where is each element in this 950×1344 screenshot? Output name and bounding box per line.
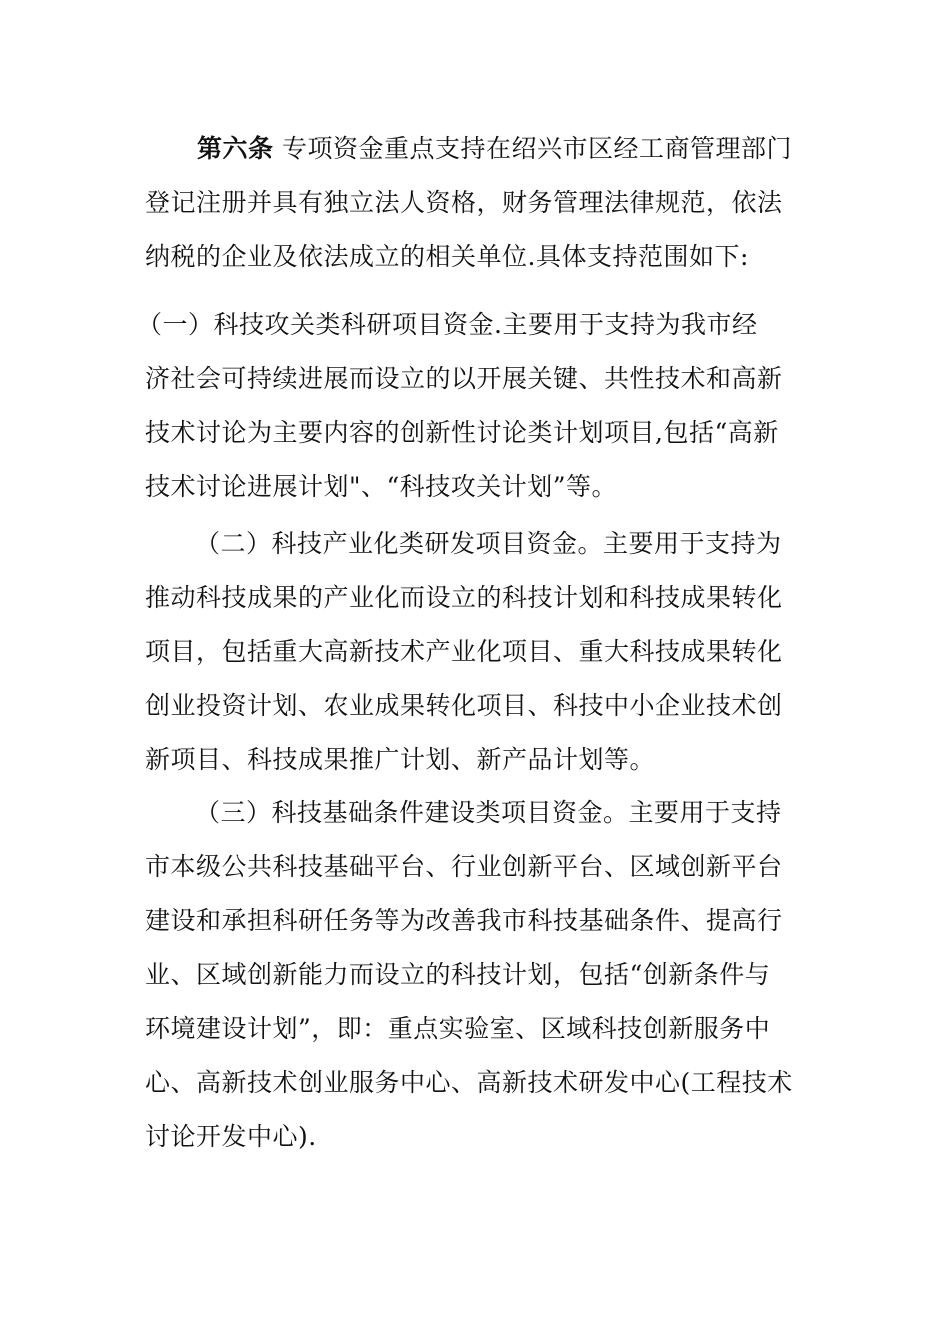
item-one-paragraph [137,298,805,514]
paragraph-line: （三）科技基础条件建设类项目资金。主要用于支持 [195,798,782,827]
item-three-paragraph [145,786,805,1164]
paragraph-line: 济社会可持续进展而设立的以开展关键、共性技术和高新 [145,364,783,393]
paragraph-line: （一）科技攻关类科研项目资金.主要用于支持为我市经 [137,310,758,339]
paragraph-line: 心、高新技术创业服务中心、高新技术研发中心(工程技术 [145,1068,793,1097]
paragraph-line: 纳税的企业及依法成立的相关单位.具体支持范围如下: [145,242,749,271]
article-six-paragraph [145,122,805,284]
paragraph-line: 业、区域创新能力而设立的科技计划，包括“创新条件与 [145,960,771,989]
paragraph-line: 讨论开发中心). [145,1122,317,1151]
paragraph-line: 市本级公共科技基础平台、行业创新平台、区域创新平台 [145,852,783,881]
paragraph-line: 技术讨论进展计划"、“科技攻关计划”等。 [145,472,618,501]
paragraph-line: 环境建设计划”，即：重点实验室、区域科技创新服务中 [145,1014,771,1043]
paragraph-line: 建设和承担科研任务等为改善我市科技基础条件、提高行 [145,906,783,935]
paragraph-line: 技术讨论为主要内容的创新性讨论类计划项目,包括“高新 [145,418,779,447]
paragraph-line: 项目，包括重大高新技术产业化项目、重大科技成果转化 [145,637,783,666]
item-two-paragraph [145,517,805,787]
paragraph-line: （二）科技产业化类研发项目资金。主要用于支持为 [195,529,782,558]
paragraph-line: 登记注册并具有独立法人资格，财务管理法律规范，依法 [145,188,783,217]
paragraph-line: 推动科技成果的产业化而设立的科技计划和科技成果转化 [145,583,783,612]
paragraph-line [145,122,805,176]
article-label: 第六条 [197,134,274,163]
paragraph-line: 新项目、科技成果推广计划、新产品计划等。 [145,745,656,774]
paragraph-line: 创业投资计划、农业成果转化项目、科技中小企业技术创 [145,691,783,720]
article-text: 专项资金重点支持在绍兴市区经工商管理部门 [273,134,792,163]
